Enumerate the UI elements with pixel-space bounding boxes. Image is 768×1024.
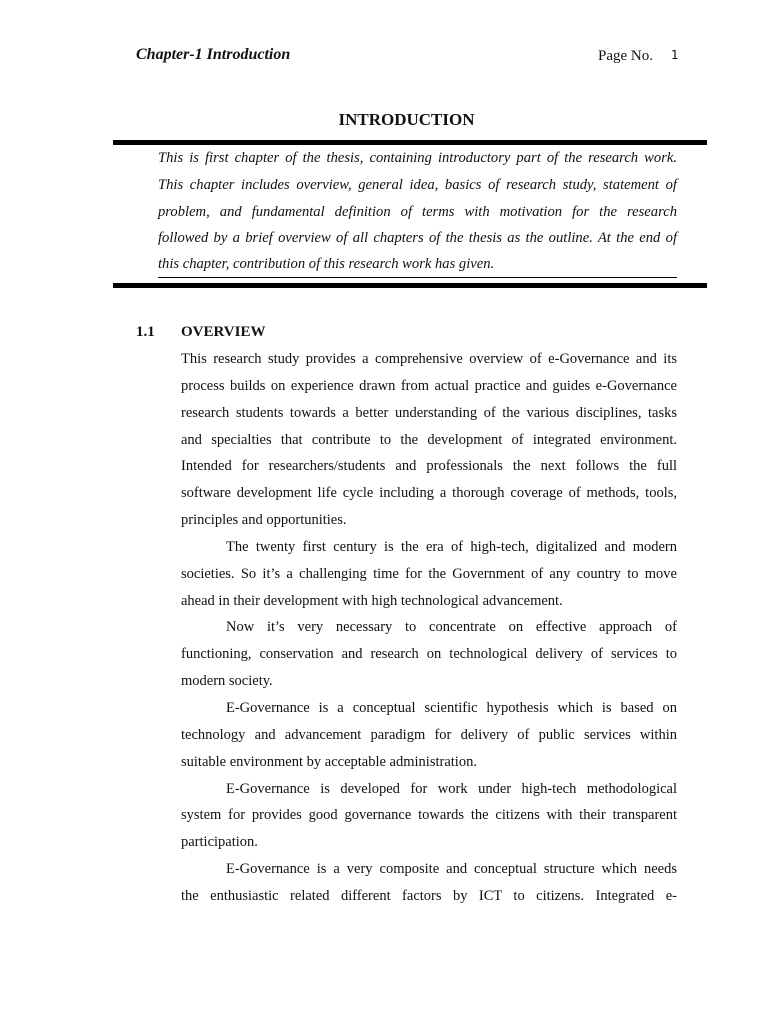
body-line: E-Governance is developed for work under high-tech methodological <box>226 780 677 797</box>
page-number: 1 <box>671 48 679 62</box>
section-title: OVERVIEW <box>181 324 266 340</box>
page-number-label: Page No. <box>598 48 653 64</box>
body-line: Now it’s very necessary to concentrate on effective approach of <box>226 619 677 636</box>
abstract-line: This chapter includes overview, general idea, basics of research study, statement of <box>158 176 677 193</box>
section-body <box>181 346 677 910</box>
abstract-bottom-rule <box>113 283 707 288</box>
section-number: 1.1 <box>136 324 155 340</box>
body-line: societies. So it’s a challenging time for the Government of any country to move <box>181 565 677 582</box>
body-line: This research study provides a comprehensive overview of e-Governance and its <box>181 351 677 367</box>
body-line: functioning, conservation and research on technological delivery of services to <box>181 646 677 663</box>
body-line: suitable environment by acceptable administration. <box>181 753 477 770</box>
body-line: ahead in their development with high technological advancement. <box>181 592 563 609</box>
abstract-line: problem, and fundamental definition of terms with motivation for the research <box>158 203 677 220</box>
body-line: and specialties that contribute to the development of integrated environment. <box>181 431 677 448</box>
body-line: research students towards a better understanding of the various disciplines, tasks <box>181 404 677 421</box>
body-line: technology and advancement paradigm for delivery of public services within <box>181 726 677 743</box>
page-title: INTRODUCTION <box>338 110 475 129</box>
body-line: The twenty first century is the era of high-tech, digitalized and modern <box>226 538 677 555</box>
body-line: modern society. <box>181 673 273 690</box>
abstract-line: followed by a brief overview of all chapters of the thesis as the outline. At the end of <box>158 230 677 247</box>
body-line: Intended for researchers/students and professionals the next follows the full <box>181 458 677 475</box>
body-line: system for provides good governance towards the citizens with their transparent <box>181 807 677 824</box>
body-line: process builds on experience drawn from actual practice and guides e-Governance <box>181 377 677 394</box>
body-line: participation. <box>181 834 258 851</box>
body-line: software development life cycle including a thorough coverage of methods, tools, <box>181 485 677 502</box>
abstract-line: This is first chapter of the thesis, containing introductory part of the research work. <box>158 150 677 166</box>
body-line: the enthusiastic related different factors by ICT to citizens. Integrated e- <box>181 887 677 904</box>
chapter-abstract <box>158 145 677 278</box>
running-header <box>136 46 679 70</box>
body-line: principles and opportunities. <box>181 512 347 529</box>
chapter-title: Chapter-1 Introduction <box>136 46 291 63</box>
body-line: E-Governance is a conceptual scientific hypothesis which is based on <box>226 699 677 716</box>
body-line: E-Governance is a very composite and conceptual structure which needs <box>226 861 677 878</box>
abstract-line: this chapter, contribution of this research work has given. <box>158 252 677 278</box>
